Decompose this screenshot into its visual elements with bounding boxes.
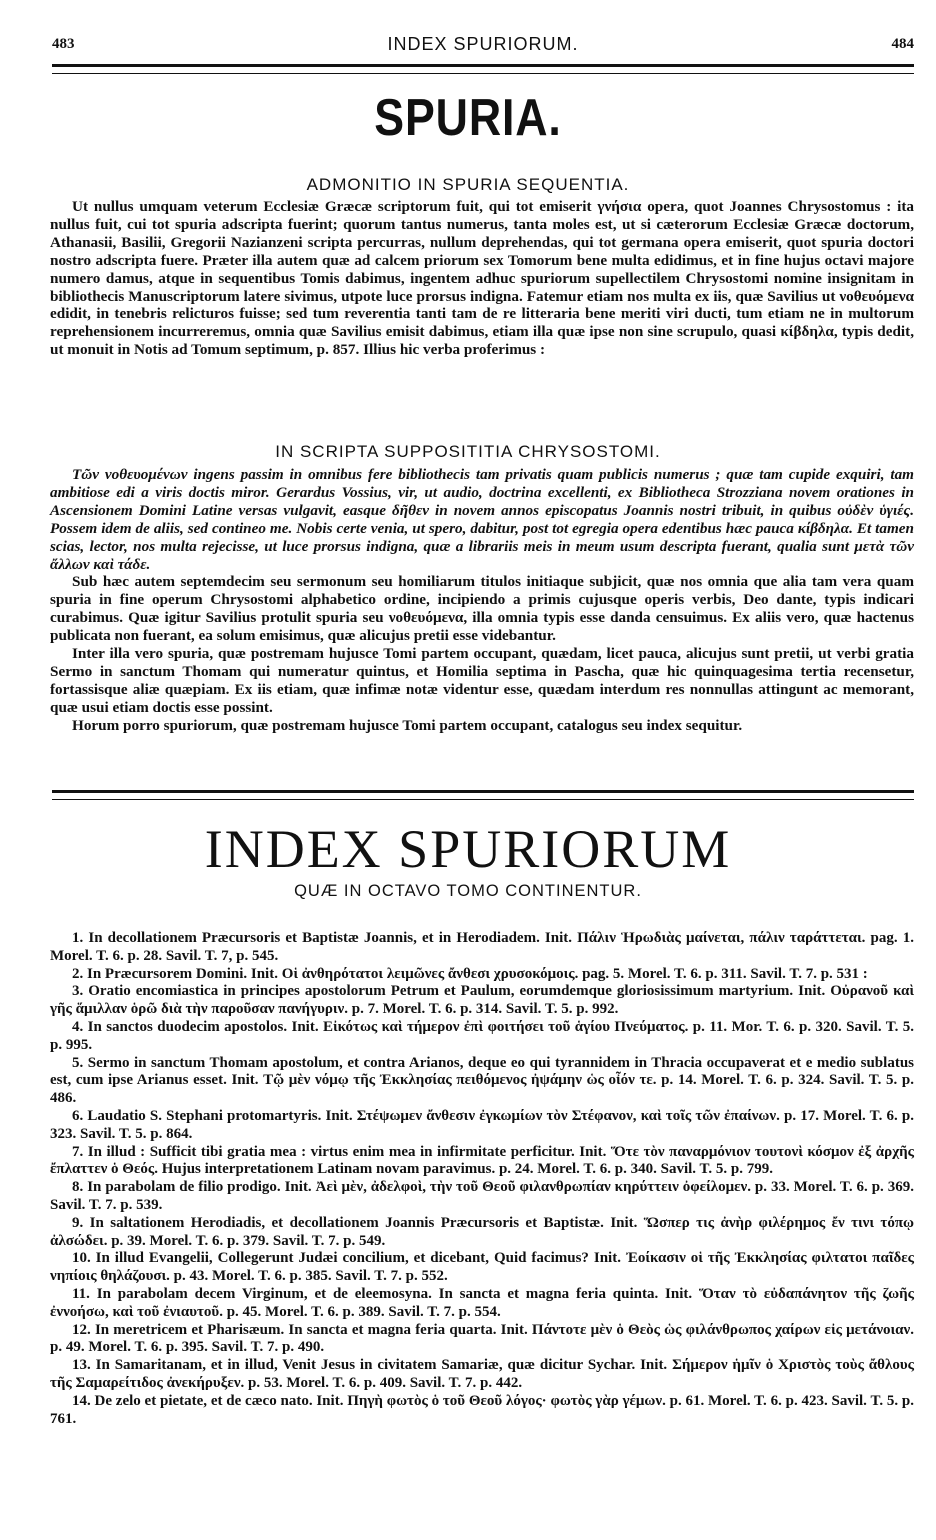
- index-entries: [50, 930, 914, 1428]
- index-entry: 7. In illud : Sufficit tibi gratia mea : virtus enim mea in infirmitate perficitur. Init. Ὅτε τὸν παναρμόνιον τουτονὶ κόσμον ἐξ ἀρχῆς ἔπλαττεν ὁ Θεός. Hujus interpretationem Latinam novam paravimus. p. 24. Morel. T. 6. p. 340. Savil. T. 5. p. 799.: [50, 1143, 914, 1178]
- paragraph-inter-illa: Inter illa vero spuria, quæ postremam hujusce Tomi partem occupant, quædam, licet pauca, alicujus sunt pretii, ut verbi gratia Sermo in sanctum Thomam qui numeratur quintus, et Homilia septima in Pascha, quæ hic quinquagesima tertia recensetur, fortassisque aliæ quæpiam. Ex iis etiam, quæ infimæ notæ videntur esse, quædam interdum res nonnullas attingunt ac memorant, quæ usui etiam doctis esse possint.: [50, 645, 914, 716]
- index-entry: 6. Laudatio S. Stephani protomartyris. Init. Στέψωμεν ἄνθεσιν ἐγκωμίων τὸν Στέφανον, καὶ τοῖς τῶν ἐπαίνων. p. 17. Morel. T. 6. p. 323. Savil. T. 5. p. 864.: [50, 1107, 914, 1142]
- index-entry: 5. Sermo in sanctum Thomam apostolum, et contra Arianos, deque eo qui tyrannidem in Thracia occupaverat et e medio sublatus est, cum ipse Arianus esset. Init. Τῷ μὲν νόμῳ τῆς Ἐκκλησίας πειθόμενος ἠψάμην ὡς οἶόν τε. p. 14. Morel. T. 6. p. 324. Savil. T. 5. p. 486.: [50, 1054, 914, 1107]
- admonitio-paragraph: Ut nullus umquam veterum Ecclesiæ Græcæ scriptorum fuit, qui tot emiserit γνήσια opera, quot Joannes Chrysostomus : ita nullus fuit, cui tot spuria adscripta fuerint; quorum tantus numerus, tanta moles est, ut si cæterorum Ecclesiæ Græcæ doctorum, Athanasii, Basilii, Gregorii Nazianzeni scripta percurras, nullum deprehendas, qui tot germana opera emiserit, quot spuria doctori nostro adscripta fuere. Præter illa autem quæ ad calcem priorum sex Tomorum bene multa edidimus, et in fine hujus octavi majore numero damus, atque in sequentibus Tomis dabimus, ingentem adhuc spuriorum supellectilem Chrysostomi nomine insignitam in bibliothecis Manuscriptorum latere sivimus, utpote luce prorsus indigna. Fatemur etiam nos multa ex iis, quæ Savilius ut νοθευόμενα edidit, in tenebris relicturos fuisse; sed tum reverentia tanti tam de re litteraria bene meriti viri ducti, tum etiam ne in multorum reprehensionem incurreremus, omnia quæ Savilius emisit dabimus, etiam illa quæ ipse non sine scrupulo, quasi κίβδηλα, typis dedit, ut monuit in Notis ad Tomum septimum, p. 857. Illius hic verba proferimus :: [50, 198, 914, 359]
- admonitio-title: ADMONITIO IN SPURIA SEQUENTIA.: [306, 175, 630, 194]
- right-page-number: 484: [891, 36, 914, 52]
- section-rule: [52, 790, 914, 800]
- index-subtitle: QUÆ IN OCTAVO TOMO CONTINENTUR.: [294, 882, 642, 900]
- supposititia-body: [50, 466, 914, 735]
- index-entry: 1. In decollationem Præcursoris et Baptistæ Joannis, et in Herodiadem. Init. Πάλιν Ἡρωδιὰς μαίνεται, πάλιν ταράττεται. pag. 1. Morel. T. 6. p. 28. Savil. T. 7, p. 545.: [50, 930, 914, 964]
- index-entry: 14. De zelo et pietate, et de cæco nato. Init. Πηγὴ φωτὸς ὁ τοῦ Θεοῦ λόγος· φωτὸς γὰρ γέμων. p. 61. Morel. T. 6. p. 423. Savil. T. 5. p. 761.: [50, 1392, 914, 1427]
- index-entry: 9. In saltationem Herodiadis, et decollationem Joannis Præcursoris et Baptistæ. Init. Ὥσπερ τις ἀνὴρ φιλέρημος ἔν τινι τόπῳ ἀλσώδει. p. 39. Morel. T. 6. p. 379. Savil. T. 7. p. 549.: [50, 1214, 914, 1249]
- paragraph-horum-porro: Horum porro spuriorum, quæ postremam hujusce Tomi partem occupant, catalogus seu index sequitur.: [72, 716, 743, 734]
- running-header: [52, 26, 914, 56]
- index-entry: 2. In Præcursorem Domini. Init. Οἱ ἀνθηρότατοι λειμῶνες ἄνθεσι χρυσοκόμοις. pag. 5. Morel. T. 6. p. 311. Savil. T. 7. p. 531 :: [72, 965, 868, 982]
- left-page-number: 483: [52, 36, 75, 52]
- index-entry: 11. In parabolam decem Virginum, et de eleemosyna. In sancta et magna feria quinta. Init. Ὅταν τὸ εὐδαπάνητον τῆς ζωῆς ἐννοήσω, καὶ τοῦ ἐνιαυτοῦ. p. 45. Morel. T. 6. p. 389. Savil. T. 7. p. 554.: [50, 1285, 914, 1320]
- paragraph-sub-haec: Sub hæc autem septemdecim seu sermonum seu homiliarum titulos initiaque subjicit, quæ nos omnia que alia tam vera quam spuria in fine operum Chrysostomi alphabetico ordine, incipiendo a primis cujusque operis verbis, Deo dante, typis indicari curabimus. Quæ igitur Savilius protulit spuria seu νοθευόμενα, illa omnia typis esse danda censuimus. Ex aliis vero, quæ hactenus publicata non fuerant, ea solum emisimus, quæ alicujus pretii esse videbantur.: [50, 573, 914, 645]
- admonitio-body: [50, 198, 914, 359]
- running-title: INDEX SPURIORUM.: [387, 34, 579, 54]
- savilius-quote: Τῶν νοθευομένων ingens passim in omnibus fere bibliothecis tam privatis quam publicis numerus ; quæ tam cupide exquiri, tam ambitiose edi a viris doctis miror. Gerardus Vossius, vir, ut audio, doctrina excellenti, ex Bibliotheca Strozziana novem orationes in Ascensionem Domini Latine versas vulgavit, easque δῆθεν in novem annos episcopatus Joannis nostri tribuit, in quibus οὐδὲν ὑγιές. Possem idem de aliis, sed contineo me. Nobis certe venia, ut spero, dabitur, post tot egregia opera edentibus hæc pauca κίβδηλα. Et tamen scias, lector, nos multa rejecisse, ut luce prorsus indigna, quæ a librariis meis in meum usum descripta fuerant, qualia sunt μετὰ τῶν ἄλλων καὶ τάδε.: [50, 466, 914, 573]
- header-rule: [52, 64, 914, 74]
- index-entry: 13. In Samaritanam, et in illud, Venit Jesus in civitatem Samariæ, quæ dicitur Sychar. Init. Σήμερον ἡμῖν ὁ Χριστὸς τοὺς ἄθλους τῆς Σαμαρείτιδος ἀνεκήρυξεν. p. 53. Morel. T. 6. p. 409. Savil. T. 7. p. 442.: [50, 1357, 914, 1391]
- index-entry: 10. In illud Evangelii, Collegerunt Judæi concilium, et dicebant, Quid facimus? Init. Ἐοίκασιν οἱ τῆς Ἐκκλησίας φιλτατοι παῖδες νηπίοις θηλάζουσι. p. 43. Morel. T. 6. p. 385. Savil. T. 7. p. 552.: [50, 1250, 914, 1285]
- section-headline: SPURIA.: [374, 89, 562, 147]
- supposititia-title: IN SCRIPTA SUPPOSITITIA CHRYSOSTOMI.: [275, 442, 661, 461]
- index-entry: 8. In parabolam de filio prodigo. Init. Ἀεὶ μὲν, ἀδελφοὶ, τὴν τοῦ Θεοῦ φιλανθρωπίαν κηρύττειν ὀφείλομεν. p. 33. Morel. T. 6. p. 369. Savil. T. 7. p. 539.: [50, 1179, 914, 1213]
- index-entry: 4. In sanctos duodecim apostolos. Init. Εἰκότως καὶ τήμερον ἐπὶ φοιτήσει τοῦ ἁγίου Πνεύματος. p. 11. Mor. T. 6. p. 320. Savil. T. 5. p. 995.: [50, 1018, 914, 1053]
- index-entry: 12. In meretricem et Pharisæum. In sancta et magna feria quarta. Init. Πάντοτε μὲν ὁ Θεὸς ὡς φιλάνθρωπος χαίρων εἰς μετάνοιαν. p. 49. Morel. T. 6. p. 395. Savil. T. 7. p. 490.: [50, 1321, 914, 1356]
- index-title: INDEX SPURIORUM: [204, 819, 732, 879]
- index-entry: 3. Oratio encomiastica in principes apostolorum Petrum et Paulum, eorumdemque gloriosissimum martyrium. Init. Οὐρανοῦ καὶ γῆς ἅμιλλαν ὁρῶ διὰ τὴν παροῦσαν πανήγυριν. p. 7. Morel. T. 6. p. 314. Savil. T. 5. p. 992.: [50, 983, 914, 1018]
